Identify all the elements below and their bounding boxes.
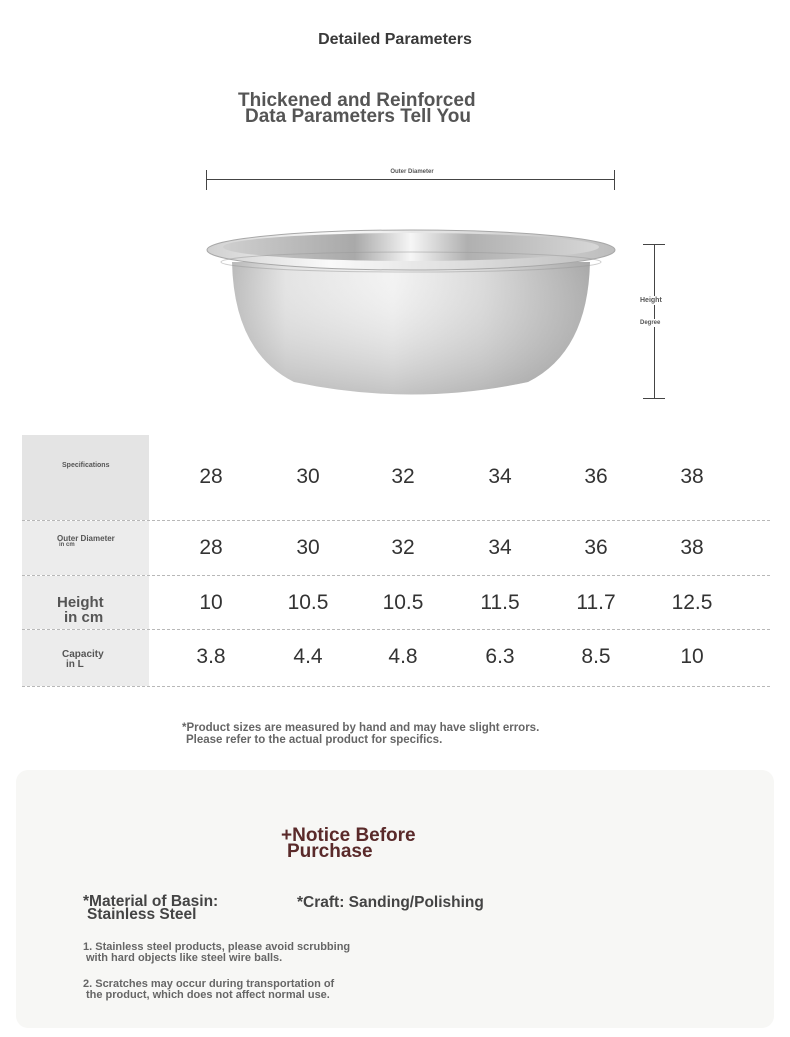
outer-diameter-label: Outer Diameter bbox=[374, 168, 450, 176]
capacity-header bbox=[62, 650, 104, 670]
height-dimension bbox=[642, 244, 666, 399]
height-label: Height bbox=[640, 297, 662, 304]
row-cells bbox=[149, 435, 770, 520]
row-header bbox=[22, 435, 149, 520]
table-cell: 28 bbox=[199, 536, 223, 559]
table-cell: 10 bbox=[680, 645, 704, 668]
table-cell: 10.5 bbox=[287, 591, 329, 614]
height-unit: in cm bbox=[64, 609, 104, 626]
specifications-header: Specifications bbox=[62, 462, 110, 469]
notice-title-line-1: +Notice Before bbox=[281, 825, 416, 846]
table-cell: 34 bbox=[488, 465, 512, 488]
row-header bbox=[22, 521, 149, 575]
table-cell: 38 bbox=[680, 465, 704, 488]
table-row-height bbox=[22, 576, 770, 630]
row-cells bbox=[149, 576, 770, 629]
table-cell: 4.4 bbox=[293, 645, 323, 668]
outer-diameter-dimension bbox=[206, 168, 615, 192]
page-title: Detailed Parameters bbox=[318, 31, 472, 48]
subtitle-line-2: Data Parameters Tell You bbox=[245, 106, 471, 127]
table-row-specifications bbox=[22, 435, 770, 521]
table-cell: 11.5 bbox=[480, 591, 520, 614]
tip2-line-2: the product, which does not affect normal use. bbox=[86, 989, 330, 1001]
capacity-unit: in L bbox=[66, 659, 84, 670]
outer-diameter-header bbox=[57, 535, 115, 549]
table-cell: 4.8 bbox=[388, 645, 418, 668]
capacity-header-label: Capacity bbox=[62, 649, 104, 660]
row-header bbox=[22, 630, 149, 686]
table-cell: 34 bbox=[488, 536, 512, 559]
outer-diameter-header-label: Outer Diameter bbox=[57, 534, 115, 543]
table-cell: 32 bbox=[391, 536, 415, 559]
table-cell: 28 bbox=[199, 465, 223, 488]
row-header bbox=[22, 576, 149, 629]
degree-label: Degree bbox=[640, 320, 661, 326]
material-line-1: *Material of Basin: bbox=[83, 893, 219, 910]
table-cell: 12.5 bbox=[671, 591, 713, 614]
tip2-line-1: 2. Scratches may occur during transportation of bbox=[83, 978, 335, 990]
table-cell: 10.5 bbox=[382, 591, 424, 614]
row-cells bbox=[149, 521, 770, 575]
table-cell: 32 bbox=[391, 465, 415, 488]
table-cell: 11.7 bbox=[576, 591, 616, 614]
page-subtitle bbox=[238, 90, 568, 127]
spec-table bbox=[22, 435, 770, 687]
table-cell: 30 bbox=[296, 465, 320, 488]
tip1-line-2: with hard objects like steel wire balls. bbox=[86, 952, 283, 964]
subtitle-line-1: Thickened and Reinforced bbox=[238, 90, 476, 111]
measurement-note bbox=[182, 722, 642, 746]
notice-title-line-2: Purchase bbox=[287, 841, 373, 862]
table-cell: 10 bbox=[199, 591, 223, 614]
tip1-line-1: 1. Stainless steel products, please avoid scrubbing bbox=[83, 941, 351, 953]
notice-panel bbox=[16, 770, 774, 1028]
material-line-2: Stainless Steel bbox=[87, 906, 197, 923]
notice-title bbox=[281, 825, 416, 862]
note-line-2: Please refer to the actual product for specifics. bbox=[186, 734, 443, 746]
table-cell: 30 bbox=[296, 536, 320, 559]
material-info bbox=[83, 895, 218, 921]
stainless-bowl-image bbox=[204, 222, 618, 402]
table-cell: 36 bbox=[584, 465, 608, 488]
table-row-capacity bbox=[22, 630, 770, 687]
table-cell: 6.3 bbox=[485, 645, 515, 668]
note-line-1: *Product sizes are measured by hand and may have slight errors. bbox=[182, 722, 540, 734]
table-cell: 8.5 bbox=[581, 645, 611, 668]
height-header-label: Height bbox=[57, 594, 104, 611]
craft-info: *Craft: Sanding/Polishing bbox=[297, 894, 484, 911]
row-cells bbox=[149, 630, 770, 686]
care-tip-2 bbox=[83, 979, 334, 1001]
care-tip-1 bbox=[83, 942, 350, 964]
table-cell: 38 bbox=[680, 536, 704, 559]
table-row-outer-diameter bbox=[22, 521, 770, 576]
outer-diameter-unit: in cm bbox=[59, 542, 75, 548]
table-cell: 36 bbox=[584, 536, 608, 559]
table-cell: 3.8 bbox=[196, 645, 226, 668]
height-header bbox=[57, 595, 104, 625]
